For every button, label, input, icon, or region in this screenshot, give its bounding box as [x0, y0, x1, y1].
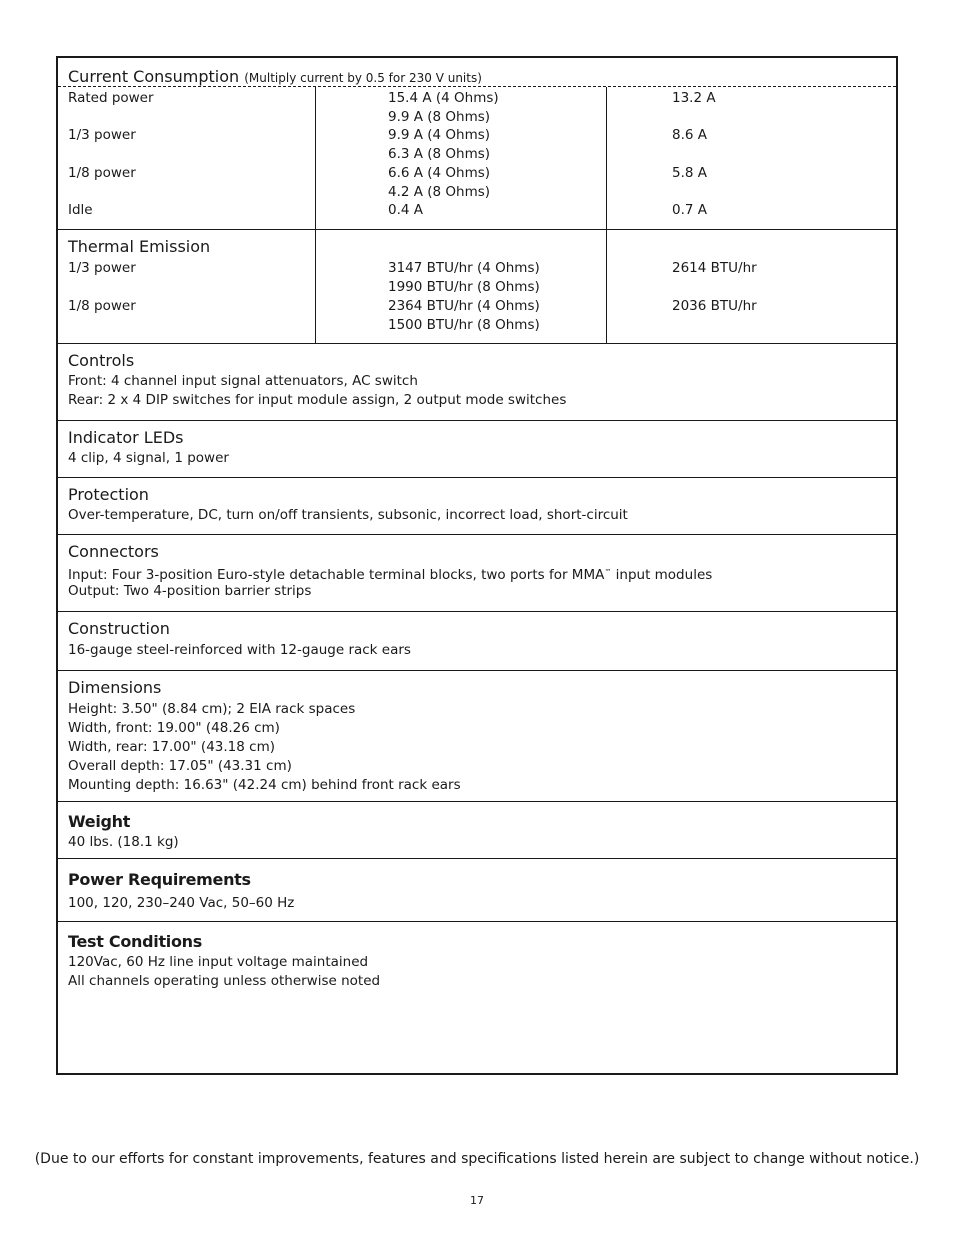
spec-line: All channels operating unless otherwise noted: [68, 973, 381, 989]
spec-line: Width, rear: 17.00" (43.18 cm): [68, 739, 275, 755]
row-label: 1/8 power: [68, 165, 136, 181]
section-test-conditions: [58, 922, 896, 1073]
page-number: 17: [470, 1194, 484, 1207]
spec-line: Rear: 2 x 4 DIP switches for input module assign, 2 output mode switches: [68, 392, 567, 408]
disclaimer-note: (Due to our efforts for constant improvements, features and specifications listed herein are subject to change without notice.): [34, 1151, 920, 1167]
column-divider: [606, 87, 607, 230]
current-note: (Multiply current by 0.5 for 230 V units): [244, 71, 482, 85]
row-label: 1/3 power: [68, 127, 136, 143]
column-divider: [315, 87, 316, 230]
row-value-4ohm: 15.4 A (4 Ohms): [388, 90, 499, 106]
row-value-alt: 8.6 A: [672, 127, 707, 143]
section-power-requirements: [58, 859, 896, 922]
section-title: Power Requirements: [68, 870, 251, 889]
section-title: Test Conditions: [68, 932, 202, 951]
row-label: Rated power: [68, 90, 154, 106]
row-value-4ohm: 6.6 A (4 Ohms): [388, 165, 491, 181]
row-label: 1/3 power: [68, 260, 136, 276]
section-indicator-leds: [58, 421, 896, 478]
section-construction: [58, 612, 896, 671]
spec-line: Height: 3.50" (8.84 cm); 2 EIA rack spaces: [68, 701, 356, 717]
column-divider: [315, 230, 316, 344]
spec-line: Overall depth: 17.05" (43.31 cm): [68, 758, 292, 774]
spec-table: [56, 56, 898, 1075]
row-value-4ohm: 9.9 A (4 Ohms): [388, 127, 491, 143]
spec-line: Front: 4 channel input signal attenuators, AC switch: [68, 373, 418, 389]
section-title: Protection: [68, 485, 149, 504]
section-current-consumption: [58, 58, 896, 230]
section-title: [68, 67, 482, 88]
section-protection: [58, 478, 896, 535]
spec-line-text: Input: Four 3-position Euro-style detachable terminal blocks, two ports for MMA: [68, 567, 605, 583]
row-value-8ohm: 4.2 A (8 Ohms): [388, 184, 491, 200]
section-controls: [58, 344, 896, 421]
row-value-alt: 0.7 A: [672, 202, 707, 218]
section-title: Construction: [68, 619, 170, 638]
trademark-symbol: ™: [604, 568, 612, 576]
row-label: Idle: [68, 202, 93, 218]
row-value-8ohm: 6.3 A (8 Ohms): [388, 146, 491, 162]
row-value-alt: 2614 BTU/hr: [672, 260, 757, 276]
section-title: Weight: [68, 812, 131, 831]
section-title: Thermal Emission: [68, 237, 211, 256]
spec-line: Mounting depth: 16.63" (42.24 cm) behind front rack ears: [68, 777, 461, 793]
spec-line-text: input modules: [611, 567, 713, 583]
row-value-8ohm: 9.9 A (8 Ohms): [388, 109, 491, 125]
dashed-divider: [58, 86, 896, 87]
row-value-alt: 13.2 A: [672, 90, 716, 106]
section-title: Controls: [68, 351, 135, 370]
column-divider: [606, 230, 607, 344]
spec-line: 16-gauge steel-reinforced with 12-gauge rack ears: [68, 642, 411, 658]
section-thermal-emission: [58, 230, 896, 344]
row-value-8ohm: 1990 BTU/hr (8 Ohms): [388, 279, 540, 295]
spec-line: Over-temperature, DC, turn on/off transients, subsonic, incorrect load, short-circuit: [68, 507, 628, 523]
current-title: Current Consumption: [68, 67, 240, 86]
spec-line: 100, 120, 230–240 Vac, 50–60 Hz: [68, 895, 295, 911]
section-weight: [58, 802, 896, 859]
spec-line: 4 clip, 4 signal, 1 power: [68, 450, 229, 466]
row-label: 1/8 power: [68, 298, 136, 314]
section-title: Dimensions: [68, 678, 162, 697]
spec-line: 40 lbs. (18.1 kg): [68, 834, 179, 850]
section-connectors: [58, 535, 896, 612]
spec-line: 120Vac, 60 Hz line input voltage maintained: [68, 954, 369, 970]
section-dimensions: [58, 671, 896, 802]
row-value-alt: 2036 BTU/hr: [672, 298, 757, 314]
row-value-alt: 5.8 A: [672, 165, 707, 181]
spec-line: Output: Two 4-position barrier strips: [68, 583, 312, 599]
section-title: Connectors: [68, 542, 159, 561]
spec-line: Width, front: 19.00" (48.26 cm): [68, 720, 280, 736]
row-value: 0.4 A: [388, 202, 423, 218]
row-value-4ohm: 2364 BTU/hr (4 Ohms): [388, 298, 540, 314]
row-value-4ohm: 3147 BTU/hr (4 Ohms): [388, 260, 540, 276]
row-value-8ohm: 1500 BTU/hr (8 Ohms): [388, 317, 540, 333]
section-title: Indicator LEDs: [68, 428, 184, 447]
